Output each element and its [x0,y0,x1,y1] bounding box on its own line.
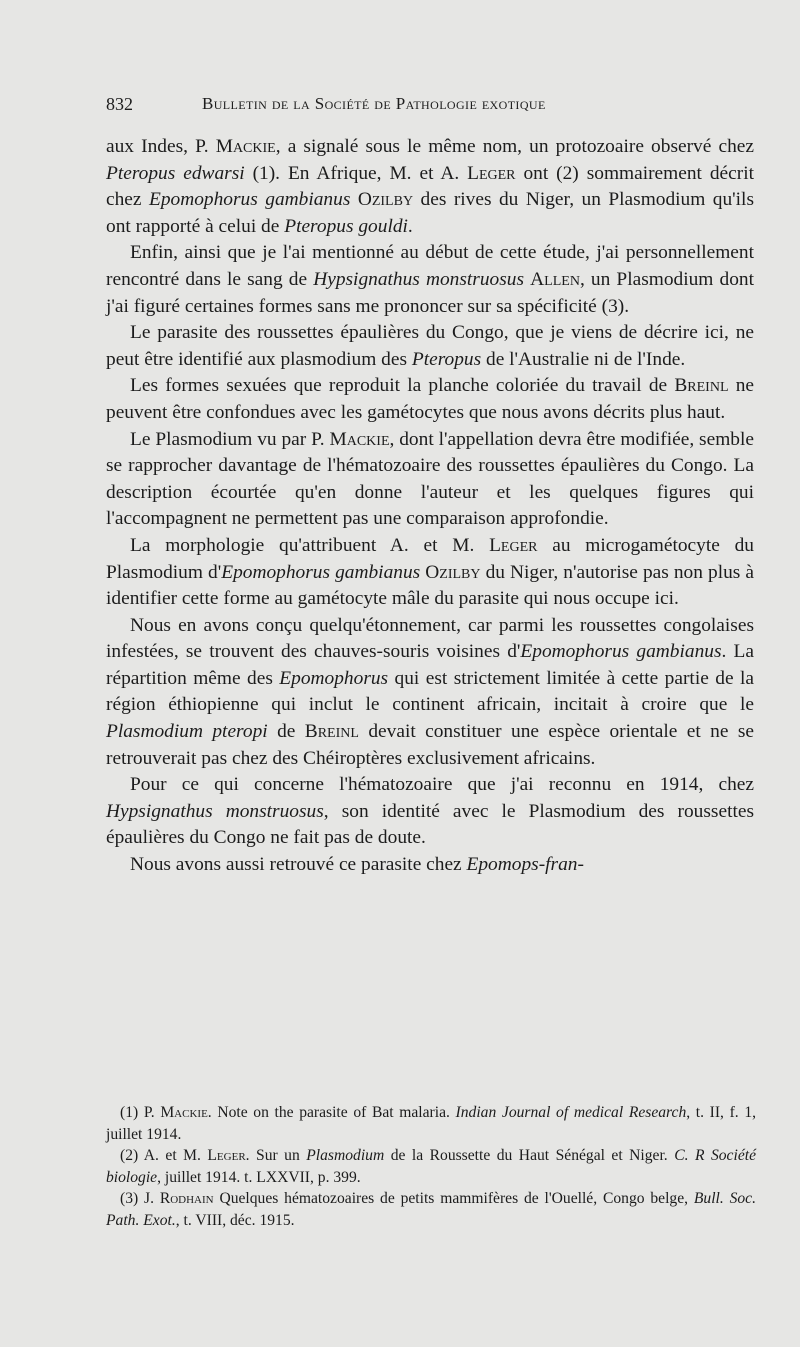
paragraph: Pour ce qui concerne l'hématozoaire que j'ai reconnu en 1914, chez Hypsignathus monstruosus, son identité avec le Plasmodium des roussettes épaulières du Congo ne fait pas de doute. [106,774,754,849]
paragraph: Les formes sexuées que reproduit la planche coloriée du travail de Breinl ne peuvent être confondues avec les gamétocytes que nous avons décrits plus haut. [106,375,754,423]
page-number: 832 [106,94,133,114]
running-title: Bulletin de la Société de Pathologie exotique [202,94,546,113]
footnote: (2) A. et M. Leger. Sur un Plasmodium de la Roussette du Haut Sénégal et Niger. C. R Société biologie, juillet 1914. t. LXXVII, p. 399. [106,1147,756,1186]
footnote: (1) P. Mackie. Note on the parasite of Bat malaria. Indian Journal of medical Research, t. II, f. 1, juillet 1914. [106,1104,757,1143]
paragraph: Le parasite des roussettes épaulières du Congo, que je viens de décrire ici, ne peut être identifié aux plasmodium des Pteropus de l'Australie ni de l'Inde. [106,322,754,370]
paragraph: Enfin, ainsi que je l'ai mentionné au début de cette étude, j'ai personnellement rencontré dans le sang de Hypsignathus monstruosus Allen, un Plasmodium dont j'ai figuré certaines formes sans me prononcer sur sa spécificité (3). [106,242,754,317]
paragraph: Nous avons aussi retrouvé ce parasite chez Epomops-fran- [130,854,584,876]
paragraph: Nous en avons conçu quelqu'étonnement, car parmi les roussettes congolaises infestées, se trouvent des chauves-souris voisines d'Epomophorus gambianus. La répartition même des Epomophorus qui est strictement limitée à cette partie de la région éthiopienne qui inclut le continent africain, incitait à croire que le Plasmodium pteropi de Breinl devait constituer une espèce orientale et ne se retrouverait pas chez des Chéiroptères exclusivement africains. [106,614,754,769]
footnote: (3) J. Rodhain Quelques hématozoaires de petits mammifères de l'Ouellé, Congo belge, Bull. Soc. Path. Exot., t. VIII, déc. 1915. [106,1190,757,1229]
paragraph: Le Plasmodium vu par P. Mackie, dont l'appellation devra être modifiée, semble se rapprocher davantage de l'hématozoaire des roussettes épaulières du Congo. La description écourtée qu'en donne l'auteur et les quelques figures qui l'accompagnent ne permettent pas une comparaison approfondie. [106,428,754,530]
body-text [106,134,754,879]
running-header [106,94,756,115]
footnotes [106,1102,756,1231]
paragraph: aux Indes, P. Mackie, a signalé sous le même nom, un protozoaire observé chez Pteropus edwarsi (1). En Afrique, M. et A. Leger ont (2) sommairement décrit chez Epomophorus gambianus Ozilby des rives du Niger, un Plasmodium qu'ils ont rapporté à celui de Pteropus gouldi. [106,136,755,237]
paragraph: La morphologie qu'attribuent A. et M. Leger au microgamétocyte du Plasmodium d'Epomophorus gambianus Ozilby du Niger, n'autorise pas non plus à identifier cette forme au gamétocyte mâle du parasite qui nous occupe ici. [106,534,755,610]
